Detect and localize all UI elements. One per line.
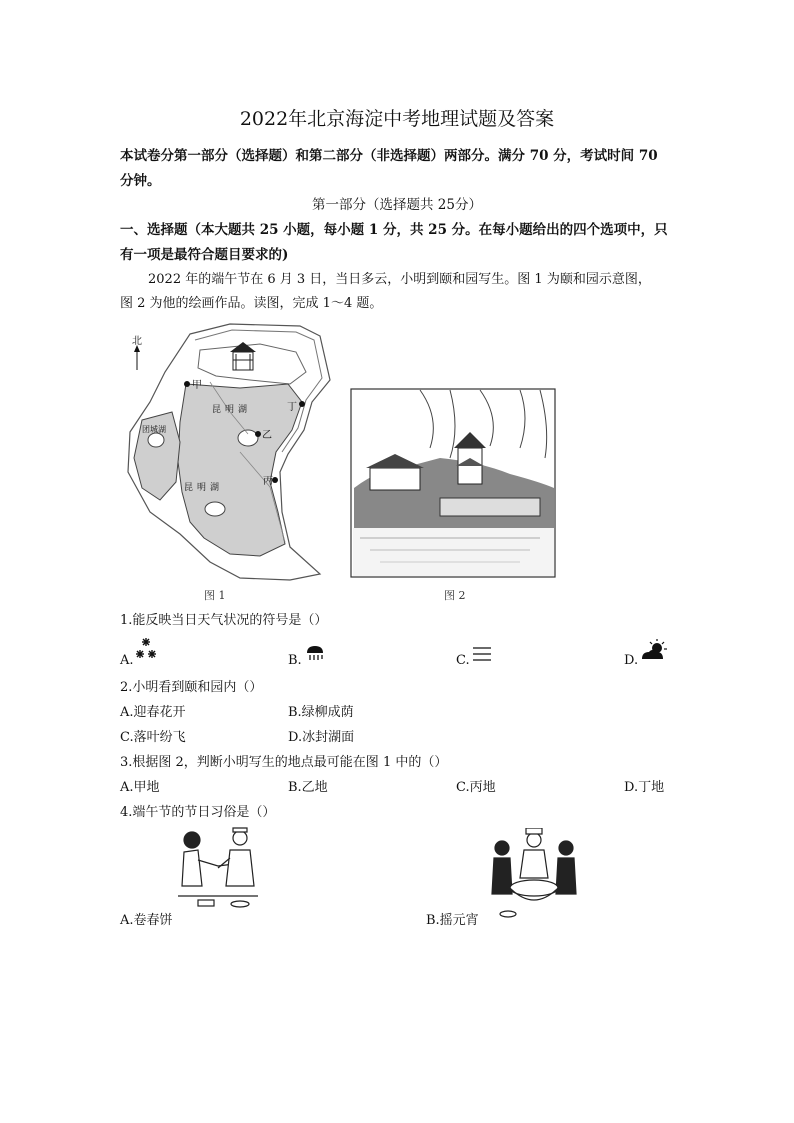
q2-option-d[interactable]: D.冰封湖面 [288, 730, 355, 745]
figure-1-caption: 图 1 [204, 589, 226, 602]
q3-option-c[interactable]: C.丙地 [456, 780, 496, 795]
figure-2-drawing [350, 388, 560, 604]
passage-line-1: 2022 年的端午节在 6 月 3 日，当日多云，小明到颐和园写生。图 1 为颐和园示意图， [148, 272, 651, 287]
figure-1-map [120, 312, 345, 604]
intro-line-2: 分钟。 [120, 173, 161, 189]
rain-cloud-icon [304, 644, 326, 662]
spring-roll-illustration [178, 824, 258, 914]
lake-label-kunming-south: 昆明湖 [184, 483, 224, 493]
section1-line-2: 有一项是最符合题目要求的) [120, 247, 289, 263]
figure-2-caption: 图 2 [444, 589, 466, 602]
q3-option-d[interactable]: D.丁地 [624, 780, 665, 795]
section1-line-1: 一、选择题（本大题共 25 小题，每小题 1 分，共 25 分。在每小题给出的四个选项中，只 [120, 222, 668, 238]
part1-heading: 第一部分（选择题共 25分） [312, 197, 482, 213]
q3-option-a[interactable]: A.甲地 [120, 780, 160, 795]
point-bing: 丙 [263, 476, 273, 487]
q1-option-a[interactable]: A. [120, 653, 134, 668]
q1-option-b[interactable]: B. [288, 653, 302, 668]
page-title: 2022年北京海淀中考地理试题及答案 [239, 108, 555, 130]
intro-line-1: 本试卷分第一部分（选择题）和第二部分（非选择题）两部分。满分 70 分，考试时间 70 [120, 148, 658, 164]
lake-label-tuancheng: 团城湖 [142, 425, 166, 434]
q3-option-b[interactable]: B.乙地 [288, 780, 328, 795]
q1-option-d[interactable]: D. [624, 653, 639, 668]
q1-option-c[interactable]: C. [456, 653, 470, 668]
q4-option-b[interactable]: B.摇元宵 [426, 913, 479, 928]
question-2-stem: 2.小明看到颐和园内（） [120, 680, 263, 695]
question-4-stem: 4.端午节的节日习俗是（） [120, 805, 276, 820]
question-1-stem: 1.能反映当日天气状况的符号是（） [120, 613, 328, 628]
q2-option-a[interactable]: A.迎春花开 [120, 705, 186, 720]
lake-label-kunming-north: 昆明湖 [212, 405, 252, 415]
snow-icon [134, 637, 158, 661]
point-jia: 甲 [192, 380, 202, 391]
q4-option-a[interactable]: A.卷春饼 [120, 913, 173, 928]
yuanxiao-illustration [488, 828, 580, 922]
fog-icon [472, 646, 492, 662]
q2-option-b[interactable]: B.绿柳成荫 [288, 705, 354, 720]
partly-cloudy-icon [640, 639, 668, 661]
point-ding: 丁 [287, 402, 297, 413]
north-label: 北 [132, 336, 142, 347]
passage-line-2: 图 2 为他的绘画作品。读图，完成 1～4 题。 [120, 296, 383, 311]
q2-option-c[interactable]: C.落叶纷飞 [120, 730, 186, 745]
point-yi: 乙 [262, 430, 272, 441]
question-3-stem: 3.根据图 2，判断小明写生的地点最可能在图 1 中的（） [120, 755, 448, 770]
